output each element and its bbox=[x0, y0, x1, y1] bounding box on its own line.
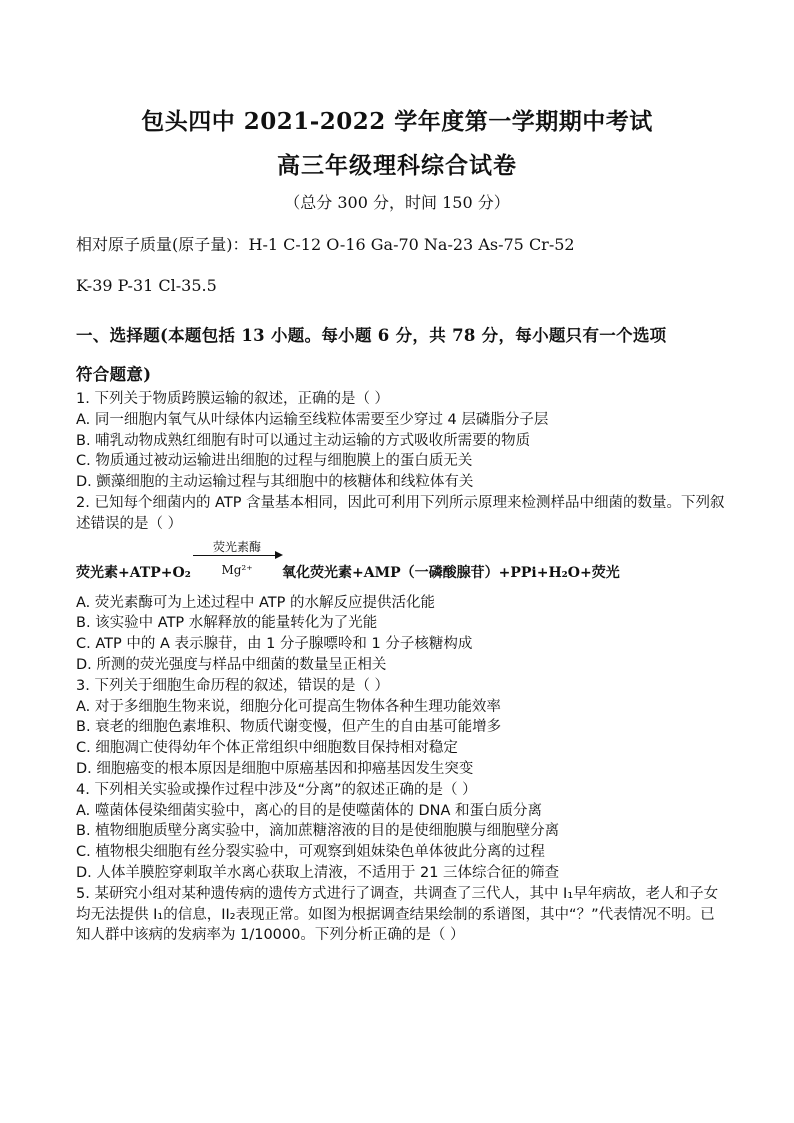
question-1-option-c: C. 物质通过被动运输进出细胞的过程与细胞膜上的蛋白质无关 bbox=[76, 453, 473, 470]
score-time-note: （总分 300 分，时间 150 分） bbox=[284, 193, 510, 212]
arrow-line bbox=[193, 555, 279, 556]
question-1-stem: 1. 下列关于物质跨膜运输的叙述，正确的是（ ） bbox=[76, 391, 390, 407]
exam-title: 包头四中 2021-2022 学年度第一学期期中考试 bbox=[141, 108, 653, 135]
question-2-option-c: C. ATP 中的 A 表示腺苷，由 1 分子腺嘌呤和 1 分子核糖构成 bbox=[76, 636, 473, 653]
question-3-option-a: A. 对于多细胞生物来说，细胞分化可提高生物体各种生理功能效率 bbox=[76, 698, 501, 715]
question-3-option-c: C. 细胞凋亡使得幼年个体正常组织中细胞数目保持相对稳定 bbox=[76, 740, 458, 757]
question-3-option-d: D. 细胞癌变的根本原因是细胞中原癌基因和抑癌基因发生突变 bbox=[76, 760, 474, 777]
reaction-cofactor: Mg²⁺ bbox=[221, 562, 253, 577]
question-2-option-b: B. 该实验中 ATP 水解释放的能量转化为了光能 bbox=[76, 615, 378, 632]
atomic-mass-line-2: K-39 P-31 Cl-35.5 bbox=[76, 276, 217, 295]
question-2-option-d: D. 所测的荧光强度与样品中细菌的数量呈正相关 bbox=[76, 656, 387, 673]
reaction-equation bbox=[76, 535, 726, 593]
question-1-option-a: A. 同一细胞内氧气从叶绿体内运输至线粒体需要至少穿过 4 层磷脂分子层 bbox=[76, 411, 549, 428]
question-5-stem: 5. 某研究小组对某种遗传病的遗传方式进行了调查，共调查了三代人，其中 I₁早年病故，老人和子女均无法提供 I₁的信息，II₂表现正常。如图为根据调查结果绘制的系谱图，其中“？”代表情况不明。已知人群中该病的发病率为 1/10000。下列分析正确的是（ ） bbox=[76, 885, 719, 944]
reaction-arrow bbox=[191, 535, 283, 585]
question-1-option-d: D. 颤藻细胞的主动运输过程与其细胞中的核糖体和线粒体有关 bbox=[76, 474, 474, 491]
reaction-products: 氧化荧光素+AMP（一磷酸腺苷）+PPi+H₂O+荧光 bbox=[282, 564, 620, 581]
question-3-option-b: B. 衰老的细胞色素堆积、物质代谢变慢，但产生的自由基可能增多 bbox=[76, 719, 502, 736]
reaction-enzyme: 荧光素酶 bbox=[212, 539, 261, 554]
question-2-stem: 2. 已知每个细菌内的 ATP 含量基本相同，因此可利用下列所示原理来检测样品中细菌的数量。下列叙述错误的是（ ） bbox=[76, 494, 725, 532]
section-heading-line-1: 一、选择题(本题包括 13 小题。每小题 6 分，共 78 分，每小题只有一个选项 bbox=[76, 326, 667, 345]
section-heading-line-2: 符合题意) bbox=[76, 365, 152, 384]
question-4-option-b: B. 植物细胞质壁分离实验中，滴加蔗糖溶液的目的是使细胞膜与细胞壁分离 bbox=[76, 823, 560, 840]
question-list bbox=[76, 389, 726, 946]
section-heading bbox=[76, 316, 736, 394]
question-4-option-d: D. 人体羊膜腔穿刺取羊水离心获取上清液，不适用于 21 三体综合征的筛查 bbox=[76, 864, 560, 881]
question-4-option-c: C. 植物根尖细胞有丝分裂实验中，可观察到姐妹染色单体彼此分离的过程 bbox=[76, 844, 545, 861]
question-3-stem: 3. 下列关于细胞生命历程的叙述，错误的是（ ） bbox=[76, 677, 390, 694]
arrow-right-icon bbox=[275, 551, 283, 559]
question-2-option-a: A. 荧光素酶可为上述过程中 ATP 的水解反应提供活化能 bbox=[76, 594, 435, 611]
question-1-option-b: B. 哺乳动物成熟红细胞有时可以通过主动运输的方式吸收所需要的物质 bbox=[76, 432, 531, 449]
atomic-mass-line-1: 相对原子质量(原子量)：H-1 C-12 O-16 Ga-70 Na-23 As-75 Cr-52 bbox=[76, 235, 575, 254]
question-4-option-a: A. 噬菌体侵染细菌实验中，离心的目的是使噬菌体的 DNA 和蛋白质分离 bbox=[76, 802, 543, 819]
question-4-stem: 4. 下列相关实验或操作过程中涉及“分离”的叙述正确的是（ ） bbox=[76, 781, 477, 798]
exam-subtitle: 高三年级理科综合试卷 bbox=[277, 152, 517, 179]
reaction-reactants: 荧光素+ATP+O₂ bbox=[76, 564, 191, 581]
